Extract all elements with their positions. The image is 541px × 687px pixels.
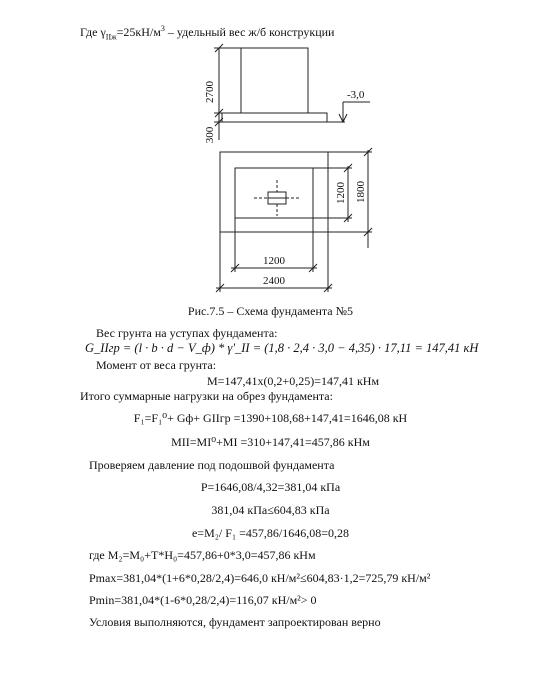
- dim-1800-label: 1800: [355, 181, 367, 203]
- step-plan: [235, 168, 313, 218]
- conclusion-text: Условия выполняются, фундамент запроектирован верно: [89, 615, 381, 629]
- m1-formula: MII=MI⁰+MI =310+147,41=457,86 кНм: [171, 435, 370, 449]
- moment-formula: M=147,41х(0,2+0,25)=147,41 кНм: [207, 374, 380, 388]
- m2-formula: где M₂=M₀+T*H₀=457,86+0*3,0=457,86 кНм: [89, 548, 316, 562]
- soil-weight-formula: G_IIгр = (l · b · d − V_ф) * γ'_II = (1,8 · 2,4 · 3,0 − 4,35) · 17,11 = 147,41 кН: [85, 341, 479, 355]
- level-label: -3,0: [347, 89, 365, 101]
- pmax-formula: Pmax=381,04*(1+6*0,28/2,4)=646,0 кН/м²≤604,83·1,2=725,79 кН/м²: [89, 571, 431, 585]
- figure-caption: Рис.7.5 – Схема фундамента №5: [187, 304, 354, 318]
- total-load-label: Итого суммарные нагрузки на обрез фундамента:: [80, 389, 333, 403]
- slab-elevation: [222, 113, 327, 122]
- unit-weight-desc: – удельный вес ж/б конструкции: [164, 25, 335, 39]
- pressure-check-label: Проверяем давление под подошвой фундамента: [89, 458, 335, 472]
- unit-weight-sup: 3: [160, 24, 165, 33]
- foundation-drawing: [0, 40, 541, 340]
- eccentricity-formula: e=M₂/ F₁ =457,86/1646,08=0,28: [191, 526, 349, 540]
- dim-2400-label: 2400: [263, 275, 285, 287]
- column-elevation: [241, 48, 308, 113]
- moment-label: Момент от веса грунта:: [96, 358, 217, 372]
- dim-1200-h-label: 1200: [263, 255, 285, 267]
- pmin-formula: Pmin=381,04*(1-6*0,28/2,4)=116,07 кН/м²> 0: [89, 593, 317, 607]
- pressure-formula: P=1646,08/4,32=381,04 кПа: [200, 480, 341, 494]
- dim-2700-label: 2700: [204, 81, 216, 103]
- unit-weight-sub: IIж: [105, 32, 117, 42]
- f1-formula: F₁=F₁⁰+ Gф+ GIIгр =1390+108,68+147,41=1646,08 кН: [133, 411, 408, 425]
- pressure-compare: 381,04 кПа≤604,83 кПа: [211, 503, 330, 517]
- unit-weight-line: [80, 24, 335, 42]
- soil-weight-label: Вес грунта на уступах фундамента:: [96, 326, 278, 340]
- dim-300-label: 300: [204, 126, 216, 144]
- dim-1200-v-label: 1200: [335, 182, 347, 204]
- unit-weight-text: Где γ: [80, 25, 106, 39]
- unit-weight-value: =25кН/м: [116, 25, 161, 39]
